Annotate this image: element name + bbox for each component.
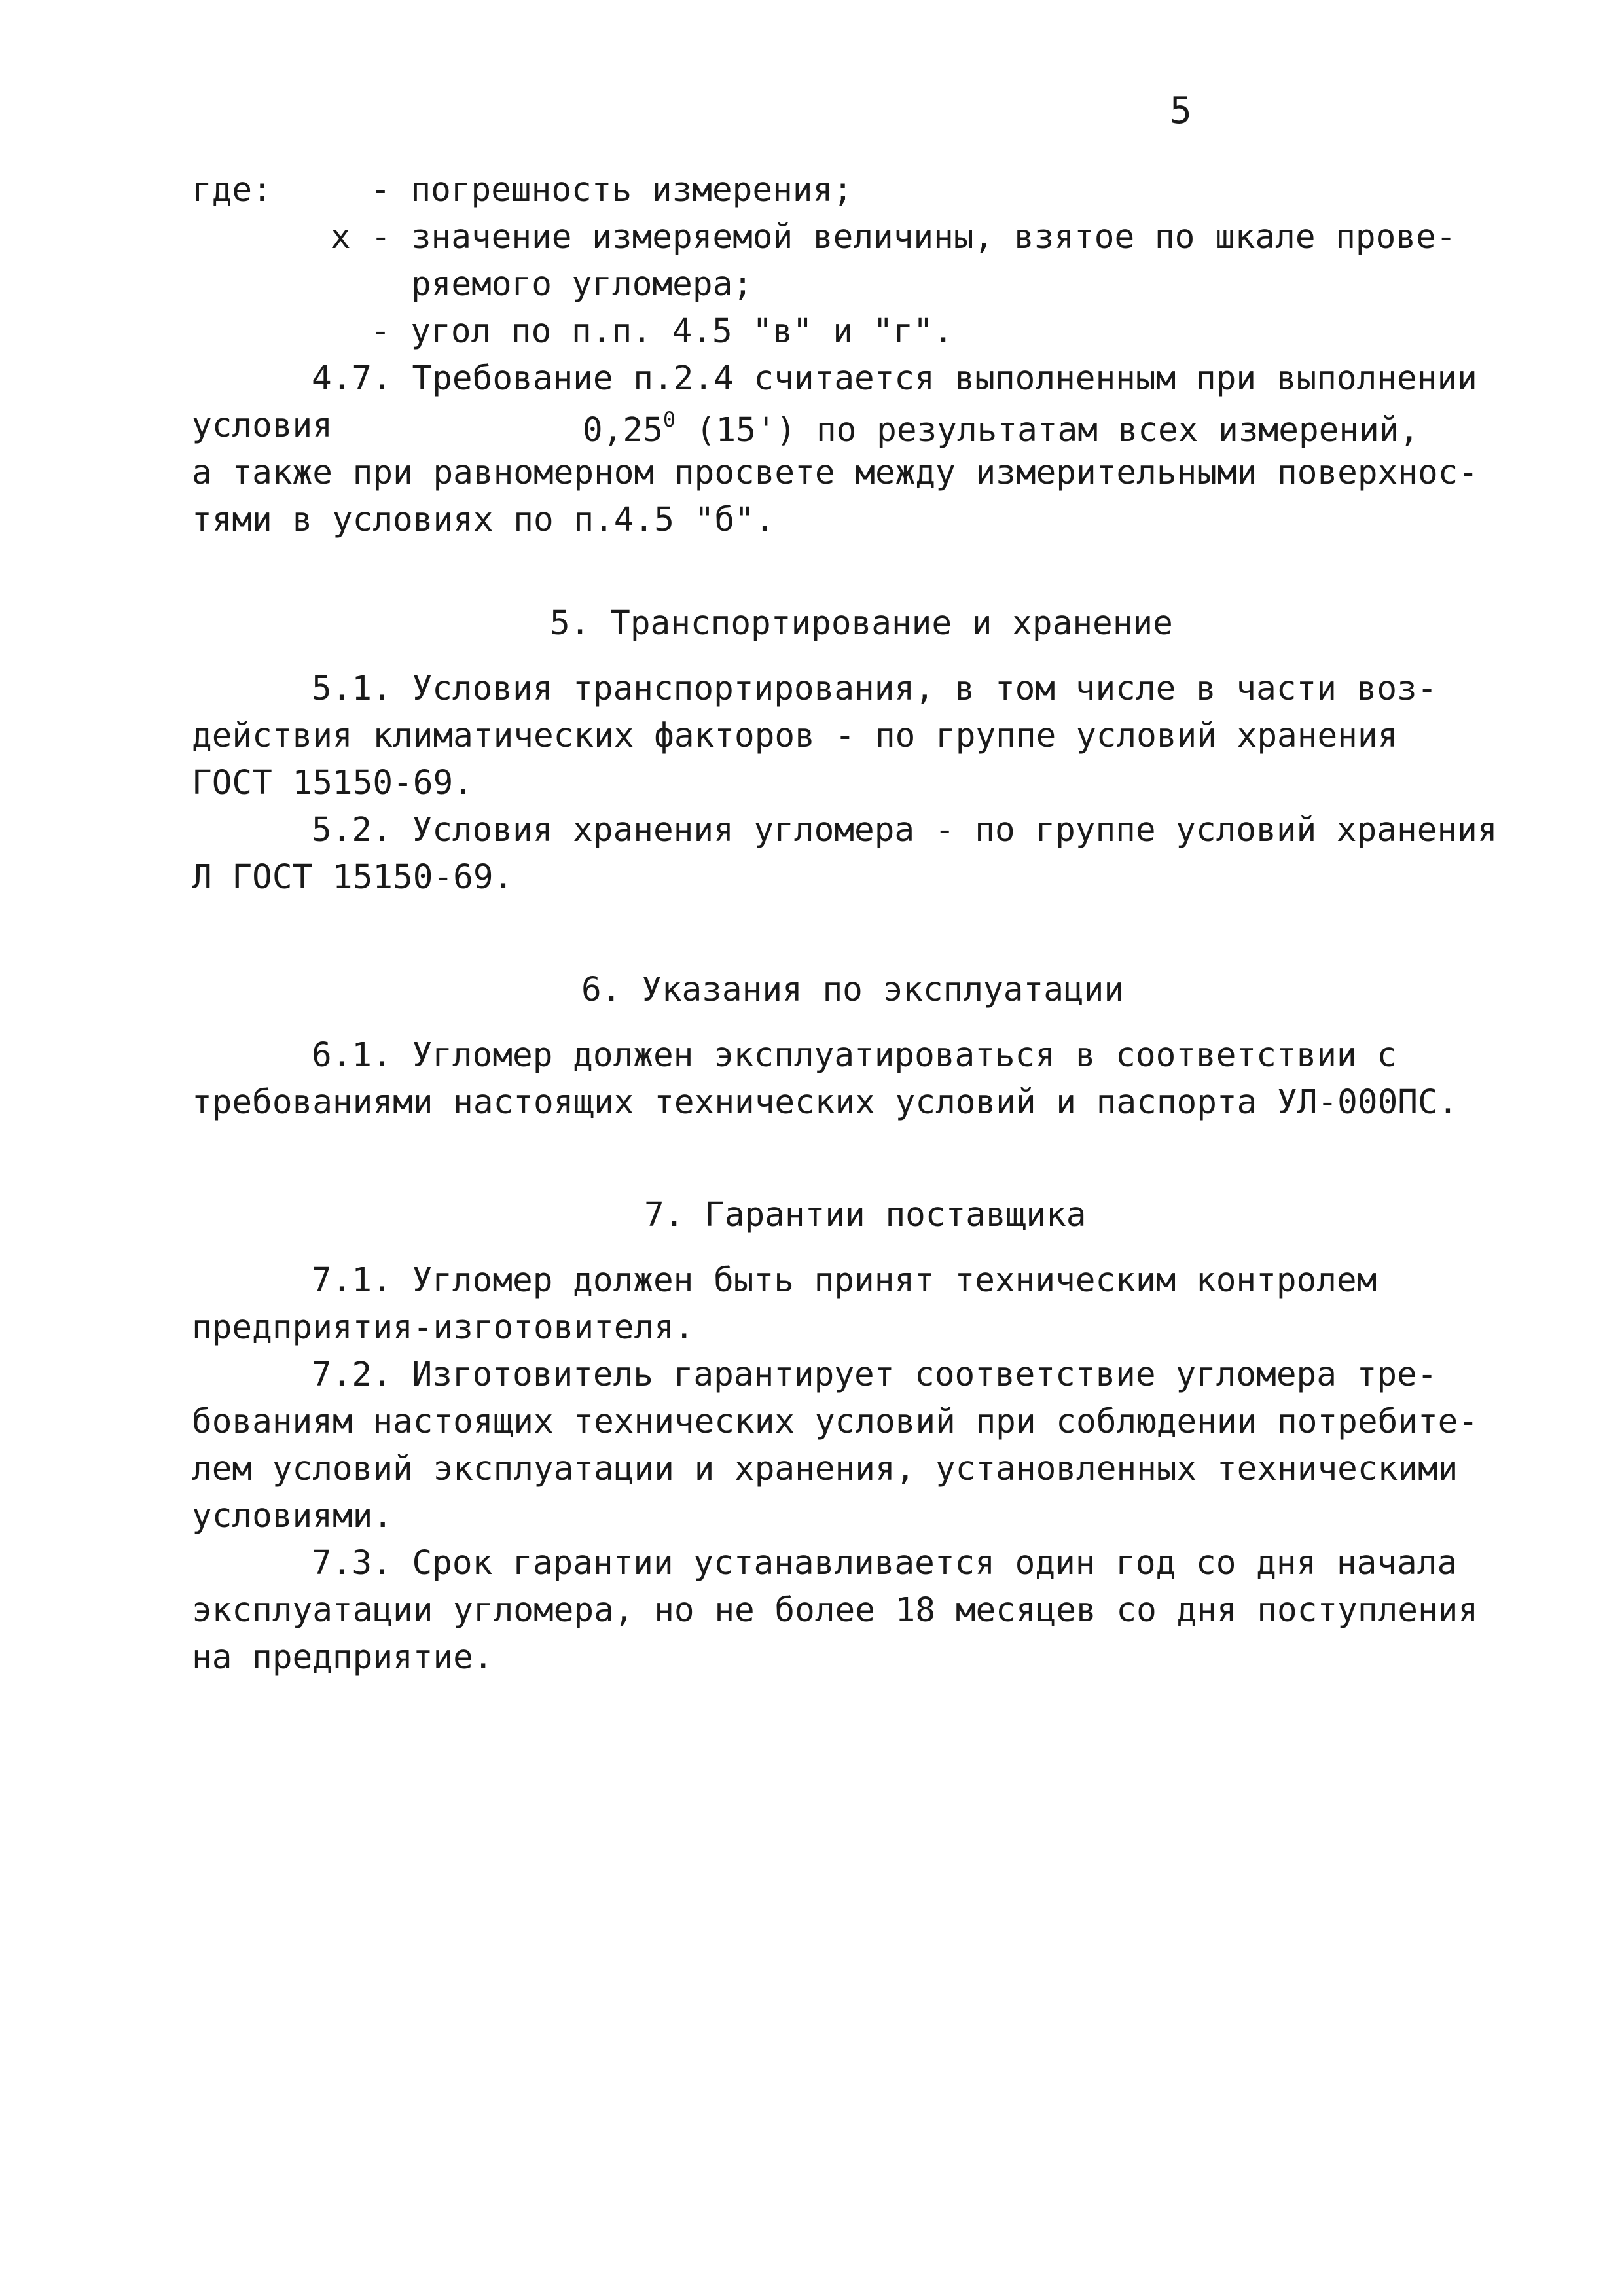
condition-rest: (15') по результатам всех измерений, (695, 411, 1420, 450)
where-item-x-line1: x - значение измеряемой величины, взятое по шкале прове- (331, 218, 1456, 257)
section-5-2-line1: 5.2. Условия хранения угломера - по группе условий хранения (312, 811, 1498, 850)
section-6-heading: 6. Указания по эксплуатации (581, 971, 1125, 1009)
section-5-1-line1: 5.1. Условия транспортирования, в том числе в части воз- (312, 670, 1437, 708)
section-7-2-line1: 7.2. Изготовитель гарантирует соответствие угломера тре- (312, 1355, 1437, 1394)
condition-value: 0,25 (583, 411, 663, 450)
clause-4-7-line1: 4.7. Требование п.2.4 считается выполненным при выполнении (312, 359, 1477, 398)
section-6-1-line1: 6.1. Угломер должен эксплуатироваться в соответствии с (312, 1036, 1398, 1075)
section-7-heading: 7. Гарантии поставщика (644, 1196, 1087, 1234)
section-5-1-line2: действия климатических факторов - по группе условий хранения (192, 717, 1398, 755)
where-item-x-line2: ряемого угломера; (411, 265, 753, 304)
where-item-error: - погрешность измерения; (370, 171, 853, 209)
clause-4-7-line3: а также при равномерном просвете между измерительными поверхнос- (192, 454, 1479, 492)
clause-4-7-condition-label: условия (192, 406, 333, 445)
section-7-2-line2: бованиям настоящих технических условий при соблюдении потребите- (192, 1403, 1479, 1441)
where-label: где: (192, 171, 272, 209)
clause-4-7-condition-value (583, 407, 1420, 450)
where-item-angle: - угол по п.п. 4.5 "в" и "г". (370, 312, 954, 351)
clause-4-7-line4: тями в условиях по п.4.5 "б". (192, 501, 775, 539)
section-5-2-line2: Л ГОСТ 15150-69. (192, 858, 514, 897)
section-7-2-line4: условиями. (192, 1497, 393, 1535)
page-number: 5 (1170, 90, 1192, 132)
section-7-3-line2: эксплуатации угломера, но не более 18 месяцев со дня поступления (192, 1591, 1479, 1630)
section-7-1-line2: предприятия-изготовителя. (192, 1308, 695, 1347)
section-7-1-line1: 7.1. Угломер должен быть принят техническим контролем (312, 1261, 1377, 1300)
section-7-3-line1: 7.3. Срок гарантии устанавливается один год со дня начала (312, 1544, 1458, 1583)
section-5-1-line3: ГОСТ 15150-69. (192, 764, 473, 802)
section-7-3-line3: на предприятие. (192, 1638, 494, 1677)
section-6-1-line2: требованиями настоящих технических условий и паспорта УЛ-000ПС. (192, 1083, 1458, 1122)
degree-sign: 0 (662, 407, 676, 432)
section-5-heading: 5. Транспортирование и хранение (550, 604, 1173, 643)
section-7-2-line3: лем условий эксплуатации и хранения, установленных техническими (192, 1450, 1458, 1488)
